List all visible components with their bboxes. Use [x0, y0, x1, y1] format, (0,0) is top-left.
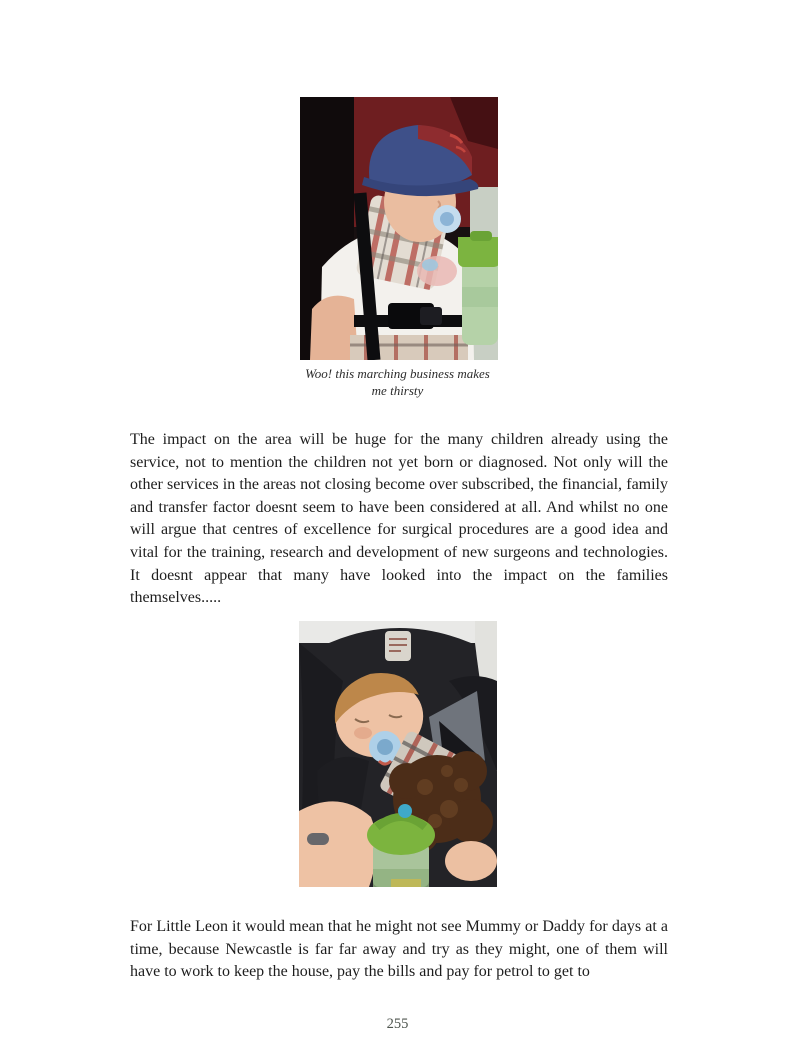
paragraph-little-leon: For Little Leon it would mean that he might not see Mummy or Daddy for days at a time, because Newcastle is far far away and try as they might, one of them will have to work to keep the house, pay the bills and pay for petrol to get to [130, 918, 668, 981]
page-number: 255 [386, 1016, 409, 1032]
photo-toddler-sleeping-image [299, 621, 497, 887]
photo-caption-line1: Woo! this marching business makes [305, 366, 490, 381]
photo-caption [0, 365, 795, 399]
photo-toddler-cap [300, 97, 498, 360]
photo-toddler-sleeping [299, 621, 497, 887]
paragraph-impact: The impact on the area will be huge for the many children already using the service, not to mention the children not yet born or diagnosed. Not only will the other services in the areas not closing become over subscribed, the financial, family and transfer factor doesnt seem to have been considered at all. And whilst no one will argue that centres of excellence for surgical procedures are a good idea and vital for the training, research and development of new surgeons and technologies. It doesnt appear that many have looked into the impact on the families themselves..... [130, 431, 668, 607]
photo-caption-line2: me thirsty [371, 383, 424, 398]
photo-toddler-cap-image [300, 97, 498, 360]
